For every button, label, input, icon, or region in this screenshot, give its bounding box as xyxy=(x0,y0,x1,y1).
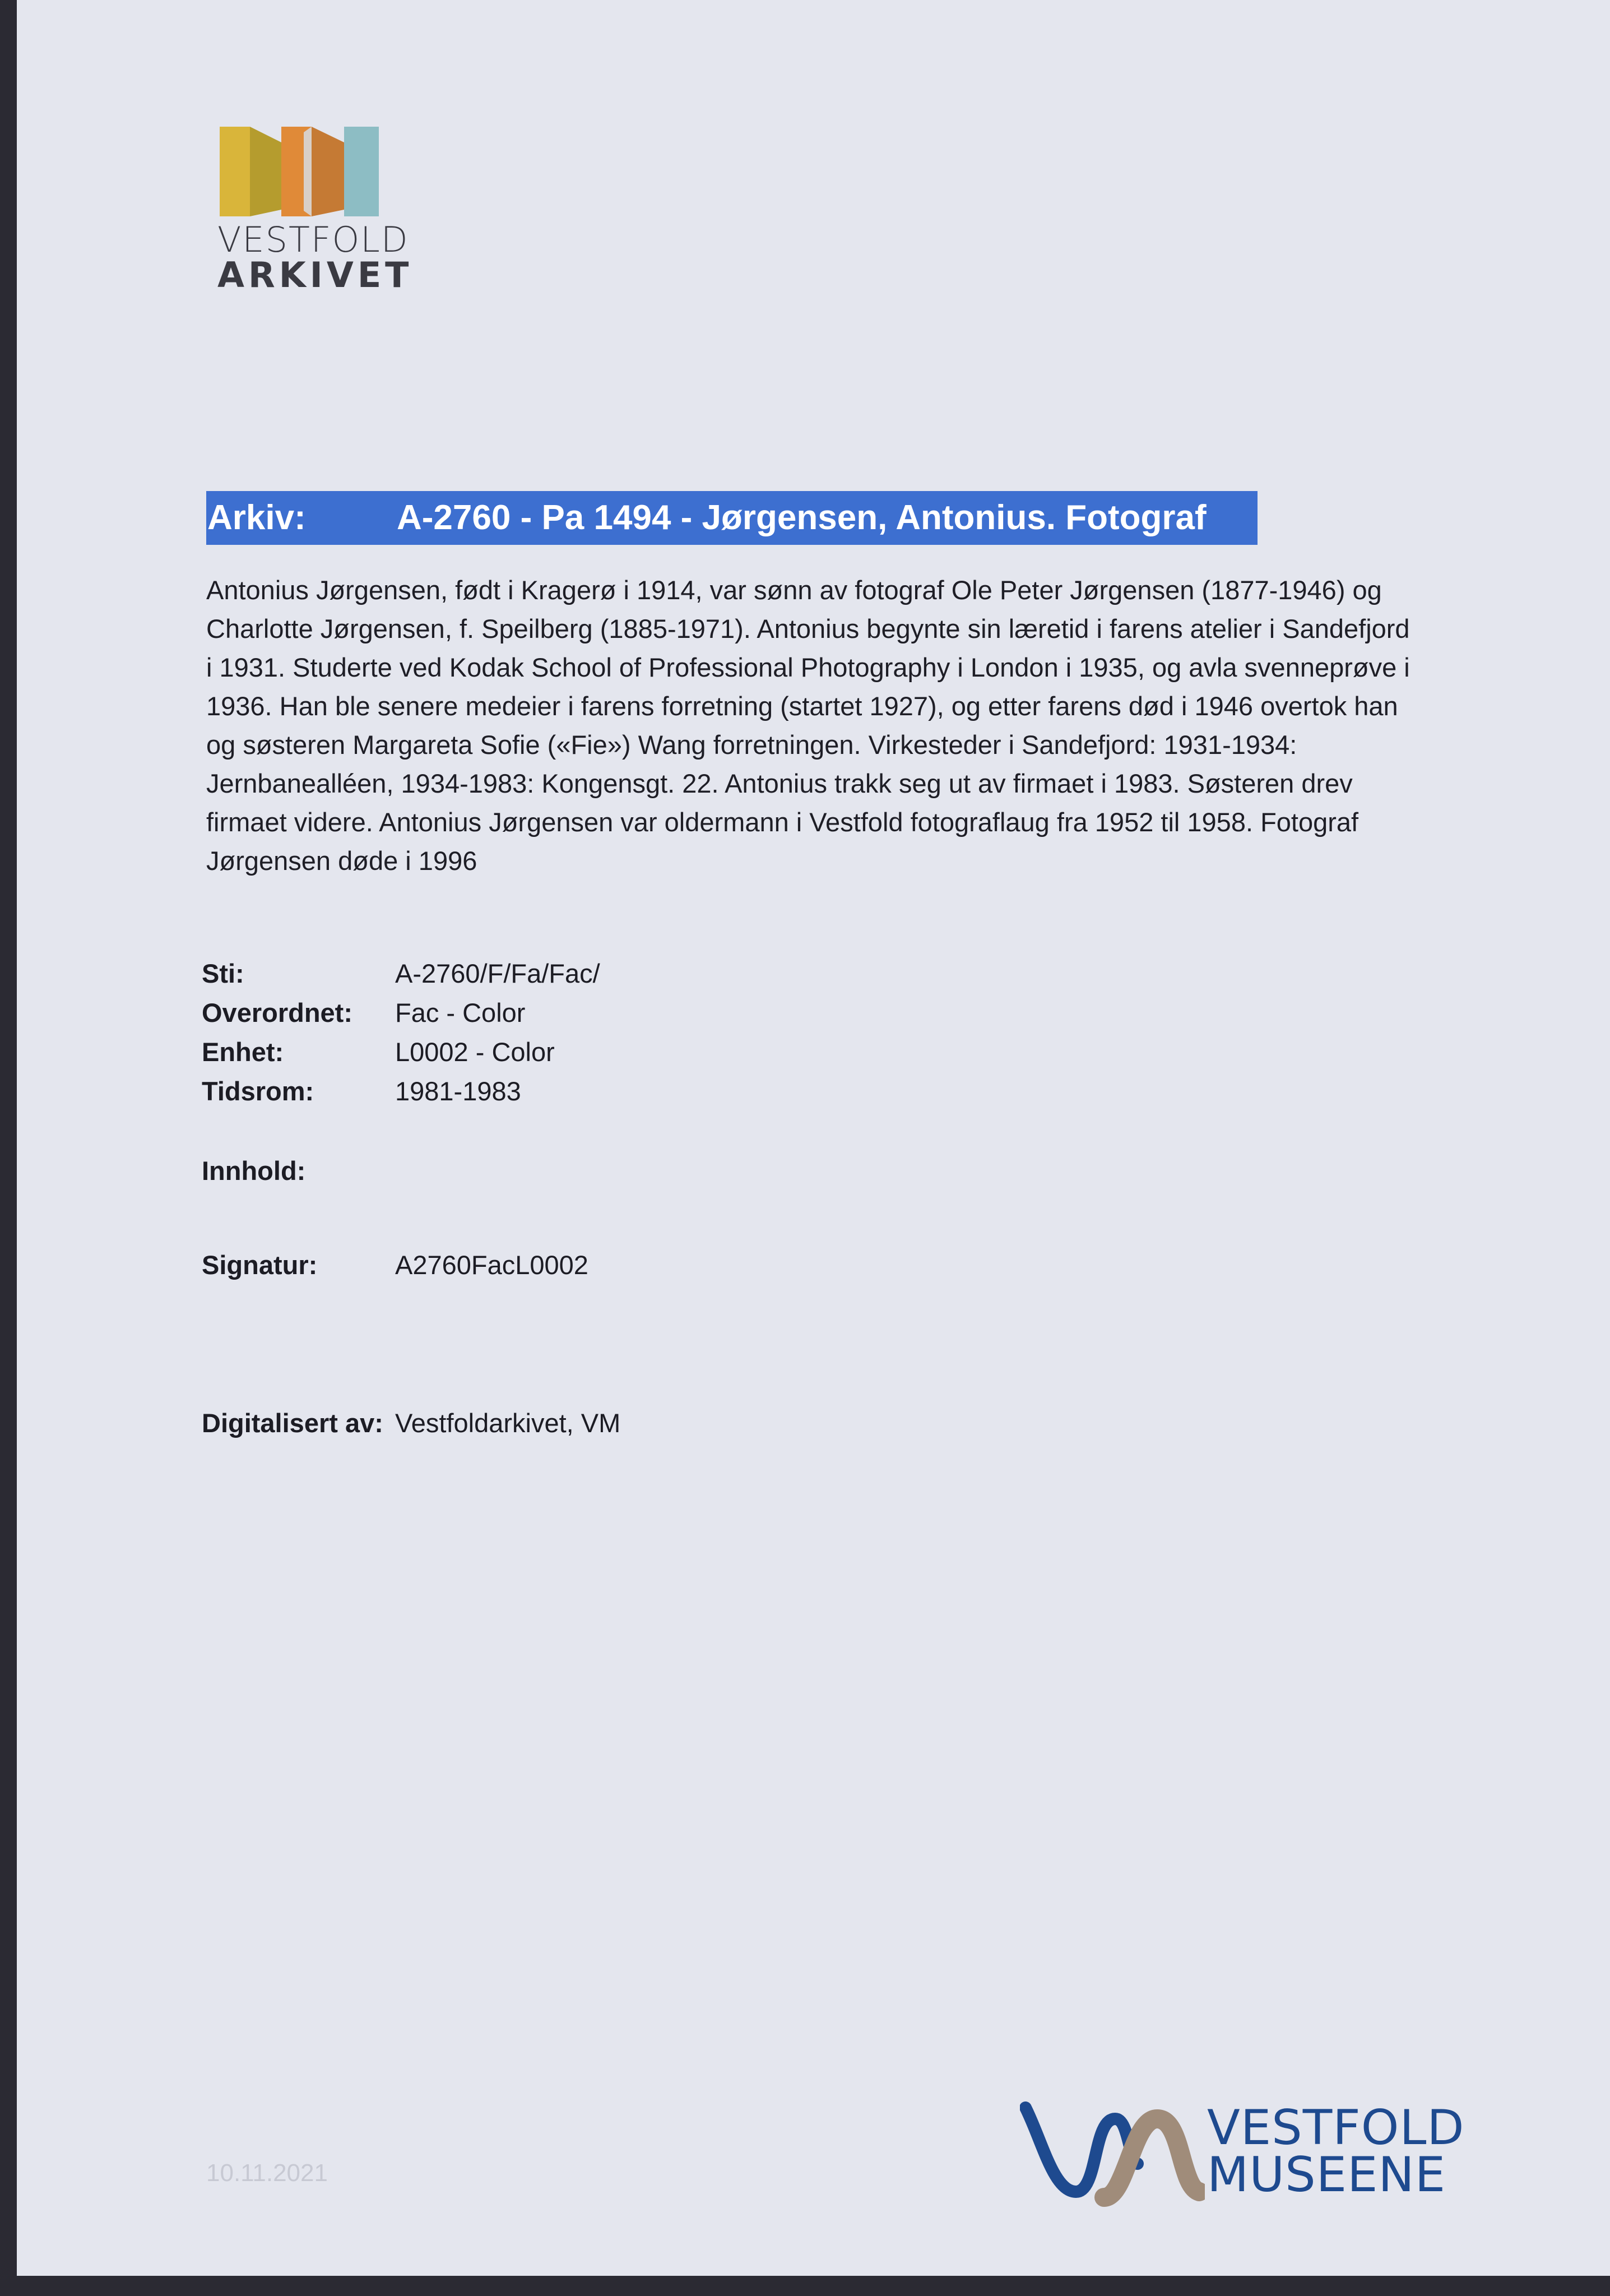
field-label: Innhold: xyxy=(202,1156,306,1186)
field-value: 1981-1983 xyxy=(395,1076,521,1106)
field-label: Signatur: xyxy=(202,1250,318,1280)
document-page xyxy=(17,0,1610,2276)
field-value: A-2760/F/Fa/Fac/ xyxy=(395,959,600,988)
vestfold-museene-logo xyxy=(1020,2096,1465,2209)
archive-title: A-2760 - Pa 1494 - Jørgensen, Antonius. Fotograf xyxy=(397,498,1207,537)
date-stamp: 10.11.2021 xyxy=(206,2159,328,2187)
wave-logo-icon xyxy=(1020,2096,1205,2209)
logo-bars-icon xyxy=(220,127,379,216)
logo-text-line1: VESTFOLD xyxy=(217,219,409,260)
field-label: Enhet: xyxy=(202,1037,284,1067)
field-value: Vestfoldarkivet, VM xyxy=(395,1408,621,1438)
field-value: Fac - Color xyxy=(395,998,526,1027)
archive-title-bar xyxy=(206,491,1258,545)
field-label: Overordnet: xyxy=(202,998,352,1027)
archive-description: Antonius Jørgensen, født i Kragerø i 1914, var sønn av fotograf Ole Peter Jørgensen (1877-1946) og Charlotte Jørgensen, f. Speilberg (1885-1971). Antonius begynte sin læretid i farens atelier i Sandefjord i 1931. Studerte ved Kodak School of Professional Photography i London i 1935, og avla svenneprøve i 1936. Han ble senere medeier i farens forretning (startet 1927), og etter farens død i 1946 overtok han og søsteren Margareta Sofie («Fie») Wang forretningen. Virkesteder i Sandefjord: 1931-1934: Jernbanealléen, 1934-1983: Kongensgt. 22. Antonius trakk seg ut av firmaet i 1983. Søsteren drev firmaet videre. Antonius Jørgensen var oldermann i Vestfold fotograflaug fra 1952 til 1958. Fotograf Jørgensen døde i 1996 xyxy=(206,575,1410,876)
field-label: Digitalisert av: xyxy=(202,1408,383,1438)
archive-label: Arkiv: xyxy=(207,498,306,537)
field-value: L0002 - Color xyxy=(395,1037,555,1067)
field-value: A2760FacL0002 xyxy=(395,1250,588,1280)
field-label: Sti: xyxy=(202,959,244,988)
museene-text-line2: MUSEENE xyxy=(1207,2147,1446,2203)
field-label: Tidsrom: xyxy=(202,1076,314,1106)
museene-text-line1: VESTFOLD xyxy=(1207,2100,1465,2156)
scan-edge-left xyxy=(0,0,17,2296)
vestfold-arkivet-logo xyxy=(217,127,413,295)
logo-text-line2: ARKIVET xyxy=(217,254,413,295)
scan-edge-bottom xyxy=(0,2276,1610,2296)
